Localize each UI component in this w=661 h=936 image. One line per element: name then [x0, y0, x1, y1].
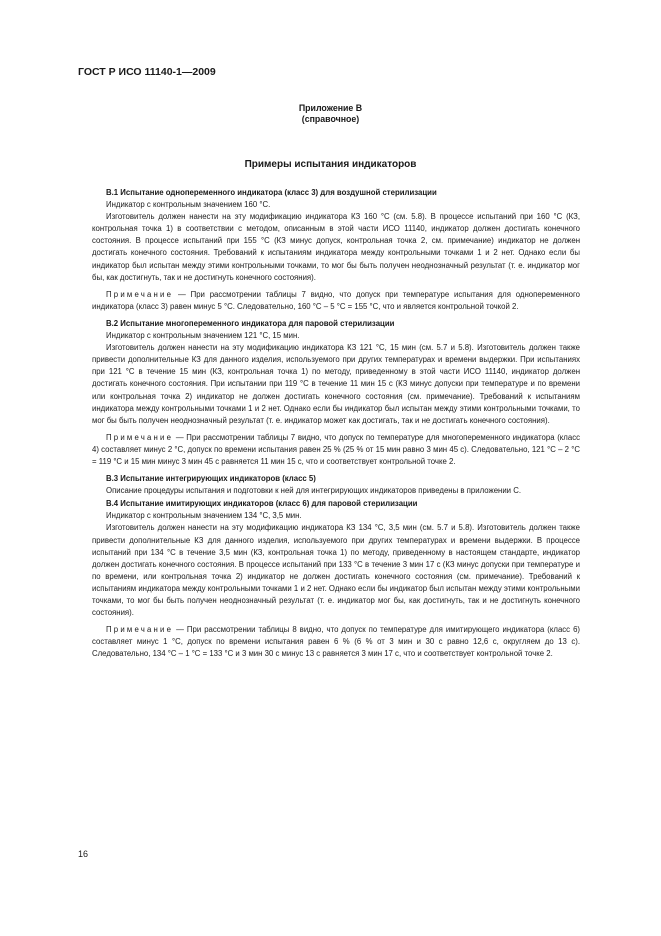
b4-note	[92, 624, 580, 660]
b2-paragraph-2: Изготовитель должен нанести на эту модификацию индикатора КЗ 121 °С, 15 мин (см. 5.7 и 5.8). Изготовитель должен также привести дополнительные КЗ для данного изделия, используемого при других температурах и времени выдержки. При испытаниях при 121 °С в течение 15 мин (КЗ, контрольная точка 1) по методу, приведенному в этой части ИСО 11140, индикатор должен достигать конечного состояния. При испытании при 119 °С в течение 11 мин 15 с (КЗ минус допуски при температуре и по времени или контрольная точка 2) индикатор не должен достигать конечного состояния (см. примечание). Требований к испытаниям индикатора между контрольными точками 1 и 2 нет. Однако если бы индикатор был испытан между этими контрольными точками, то мог бы быть получен неоднозначный результат (т. е. индикатор может как достигать, так и не достигать конечного состояния).	[92, 343, 580, 425]
b4-paragraph-1: Индикатор с контрольным значением 134 °С, 3,5 мин.	[106, 511, 302, 521]
section-title: Примеры испытания индикаторов	[244, 159, 417, 170]
b2-paragraph-1: Индикатор с контрольным значением 121 °С, 15 мин.	[106, 331, 300, 341]
document-header: ГОСТ Р ИСО 11140-1—2009	[78, 66, 216, 78]
heading-b4: В.4 Испытание имитирующих индикаторов (класс 6) для паровой стерилизации	[106, 499, 418, 509]
heading-b3: В.3 Испытание интегрирующих индикаторов (класс 5)	[106, 474, 316, 484]
heading-b1: В.1 Испытание однопеременного индикатора (класс 3) для воздушной стерилизации	[106, 188, 437, 197]
b2-note	[92, 432, 580, 468]
annex-title: Приложение В	[298, 103, 363, 113]
note-text: — При рассмотрении таблицы 7 видно, что допуск по температуре для многопеременного индикатора (класс 4) составляет минус 2 °С, допуск по времени испытания равен 25 % (25 % от 15 мин равно 3 мин 45 с). Следовательно, 121 °С – 2 °С = 119 °С и 15 мин минус 3 мин 45 с равняется 11 мин 15 с, что и соответствует контрольной точке 2.	[92, 432, 580, 466]
b1-paragraph-2: Изготовитель должен нанести на эту модификацию индикатора КЗ 160 °С (см. 5.8). В процессе испытаний при 160 °С (КЗ, контрольная точка 1) в соответствии с методом, описанным в этой части ИСО 11140, индикатор должен достигать конечного состояния. В процессе испытаний при 155 °С (КЗ минус допуск, контрольная точка 2, см. примечание) индикатор не должен достигать конечного состояния. Требований к испытаниям индикатора между контрольными точками 1 и 2 нет. Однако если бы индикатор был испытан между этими контрольными точками, то мог бы быть получен неоднозначный результат (т. е. индикатор мог бы, как достигнуть, так и не достигнуть конечного состояния).	[92, 212, 580, 282]
b3-paragraph-1: Описание процедуры испытания и подготовки к ней для интегрирующих индикаторов приведены в приложении С.	[106, 486, 522, 496]
heading-b2: В.2 Испытание многопеременного индикатора для паровой стерилизации	[106, 318, 395, 328]
note-text: — При рассмотрении таблицы 8 видно, что допуск по температуре для имитирующего индикатора (класс 6) составляет минус 1 °С, допуск по времени испытания равен 6 % (6 % от 3 мин и 30 с равно 12,6 с, округляем до 13 с). Следовательно, 134 °С – 1 °С = 133 °С и 3 мин 30 с минус 13 с равняется 3 мин 17 с, что и соответствует контрольной точке 2.	[92, 625, 581, 659]
note-label: Примечание	[106, 432, 174, 442]
note-text: — При рассмотрении таблицы 7 видно, что допуск при температуре испытания для однопеременного индикатора (класс 3) равен минус 5 °С. Следовательно, 160 °С – 5 °С = 155 °С, что и является контрольной точкой 2.	[92, 289, 580, 311]
b1-paragraph-1: Индикатор с контрольным значением 160 °С.	[106, 200, 271, 210]
annex-subtitle: (справочное)	[301, 114, 360, 124]
page-number: 16	[78, 849, 89, 859]
b1-note	[92, 289, 580, 313]
b4-paragraph-2: Изготовитель должен нанести на эту модификацию индикатора КЗ 134 °С, 3,5 мин (см. 5.7 и 5.8). Изготовитель должен также привести дополнительные КЗ для данного изделия, используемого при других температурах и времени выдержки. В процессе испытаний при 134 °С в течение 3,5 мин (КЗ, контрольная точка 1) по методу, приведенному в настоящем стандарте, индикатор должен достигать конечного состояния. В процессе испытаний при 133 °С в течение 3 мин 17 с (КЗ минус допуски при температуре и по времени, или контрольная точка 2) индикатор не должен достигать конечного состояния (см. примечание). Требований к испытаниям индикатора между контрольными точками 1 и 2 нет. Однако если бы индикатор был испытан между этими контрольными точками, то мог бы быть получен неоднозначный результат (т. е. индикатор мог бы, как достигнуть, так и не достигнуть конечного состояния).	[92, 523, 580, 618]
note-label: Примечание	[106, 625, 174, 635]
note-label: Примечание	[106, 289, 174, 299]
document-body	[92, 186, 580, 665]
